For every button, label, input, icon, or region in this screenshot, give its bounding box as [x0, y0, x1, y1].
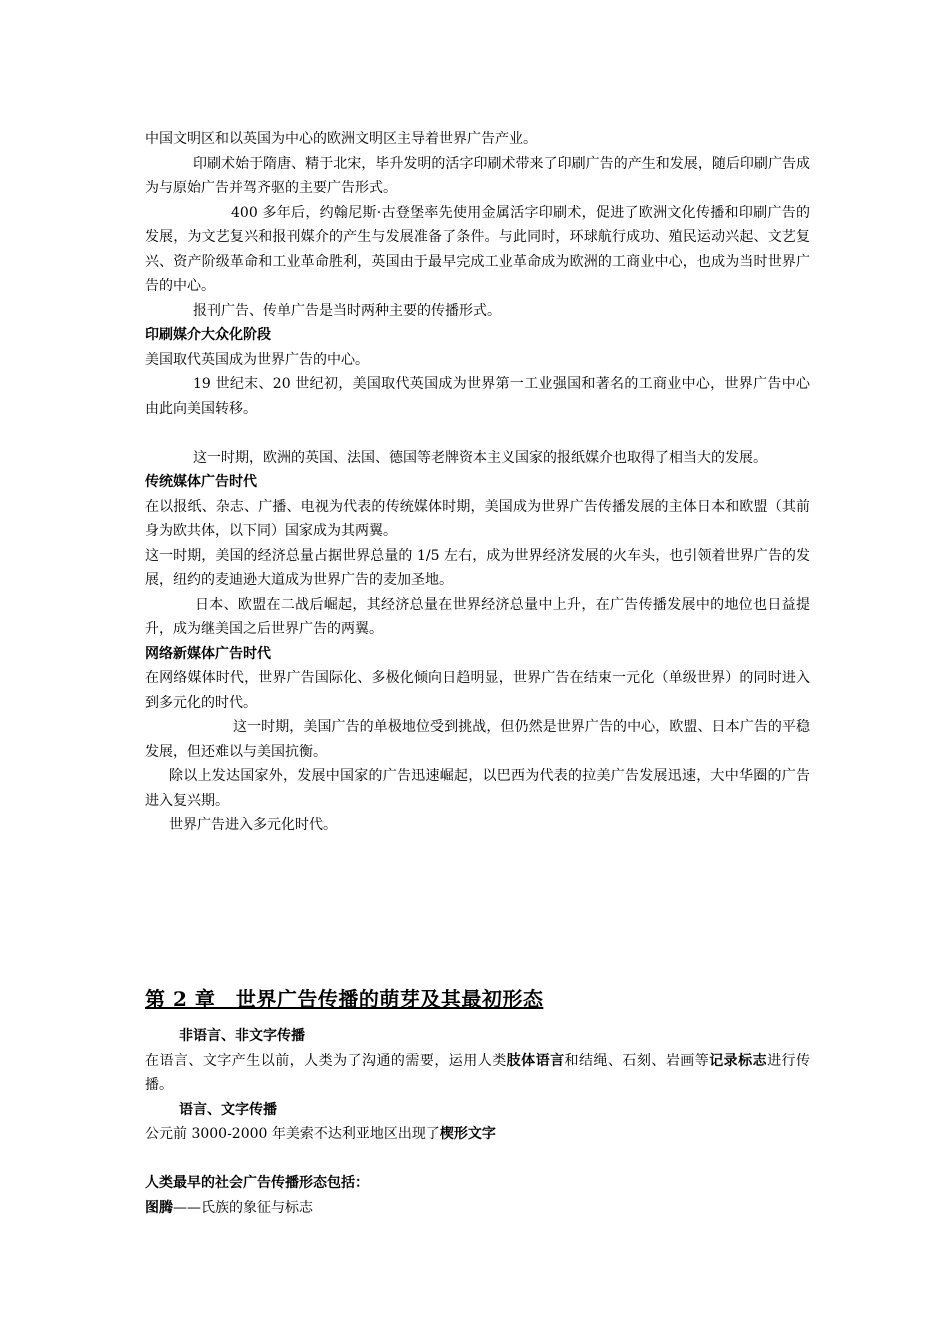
- text-run: ——氏族的象征与标志: [173, 1199, 313, 1216]
- text-run: 和结绳、石刻、岩画等: [564, 1052, 710, 1069]
- section-heading: 网络新媒体广告时代: [145, 645, 271, 662]
- paragraph: 世界广告进入多元化时代。: [169, 817, 337, 833]
- paragraph: 这一时期，美国的经济总量占据世界总量的 1/5 左右，成为世界经济发展的火车头，也引领着世界广告的发展，纽约的麦迪逊大道成为世界广告的麦加圣地。: [145, 547, 810, 588]
- section-heading: 传统媒体广告时代: [145, 474, 257, 490]
- subsection-heading: 语言、文字传播: [179, 1101, 277, 1118]
- paragraph: 这一时期，欧洲的英国、法国、德国等老牌资本主义国家的报纸媒介也取得了相当大的发展。: [193, 449, 767, 466]
- chapter-body: [145, 1024, 810, 1220]
- paragraph: 中国文明区和以英国为中心的欧洲文明区主导着世界广告产业。: [145, 131, 537, 147]
- paragraph: [145, 1122, 810, 1147]
- paragraph: 19 世纪末、20 世纪初，美国取代英国成为世界第一工业强国和著名的工商业中心，世界广告中心由此向美国转移。: [145, 376, 810, 417]
- section-heading: 人类最早的社会广告传播形态包括：: [145, 1175, 369, 1191]
- paragraph: 这一时期，美国广告的单极地位受到挑战，但仍然是世界广告的中心，欧盟、日本广告的平稳发展，但还难以与美国抗衡。: [145, 719, 810, 760]
- blank-line: [145, 421, 810, 446]
- blank-line: [145, 1147, 810, 1172]
- paragraph: 日本、欧盟在二战后崛起，其经济总量在世界经济总量中上升，在广告传播发展中的地位也日益提升，成为继美国之后世界广告的两翼。: [145, 596, 810, 637]
- subsection-heading: 非语言、非文字传播: [179, 1028, 305, 1044]
- text-run: 在语言、文字产生以前，人类为了沟通的需要，运用人类: [145, 1052, 507, 1069]
- chapter-title: 第 2 章 世界广告传播的萌芽及其最初形态: [145, 987, 544, 1011]
- paragraph: 400 多年后，约翰尼斯·古登堡率先使用金属活字印刷术，促进了欧洲文化传播和印刷广告的发展，为文艺复兴和报刊媒介的产生与发展准备了条件。与此同时，环球航行成功、殖民运动兴起、文艺复兴、资产阶级革命和工业革命胜利，英国由于最早完成工业革命成为欧洲的工商业中心，也成为当时世界广告的中心。: [145, 204, 810, 294]
- bold-term: 楔形文字: [439, 1126, 496, 1142]
- bold-term: 图腾: [145, 1199, 173, 1216]
- paragraph: 报刊广告、传单广告是当时两种主要的传播形式。: [193, 302, 501, 319]
- paragraph: [145, 1049, 810, 1098]
- paragraph: 美国取代英国成为世界广告的中心。: [145, 351, 369, 368]
- paragraph: 在网络媒体时代，世界广告国际化、多极化倾向日趋明显，世界广告在结束一元化（单级世界）的同时进入到多元化的时代。: [145, 670, 810, 711]
- bold-term: 记录标志: [709, 1052, 768, 1069]
- text-run: 公元前 3000-2000 年美索不达利亚地区出现了: [145, 1126, 440, 1142]
- paragraph: [145, 1196, 810, 1221]
- paragraph: 除以上发达国家外，发展中国家的广告迅速崛起，以巴西为代表的拉美广告发展迅速，大中华圈的广告进入复兴期。: [145, 768, 810, 809]
- bold-term: 肢体语言: [506, 1052, 565, 1069]
- paragraph: 在以报纸、杂志、广播、电视为代表的传统媒体时期，美国成为世界广告传播发展的主体日本和欧盟（其前身为欧共体，以下同）国家成为其两翼。: [145, 498, 810, 539]
- section-heading: 印刷媒介大众化阶段: [145, 327, 271, 343]
- text-run: 进行传播。: [145, 1052, 811, 1093]
- paragraph: 印刷术始于隋唐、精于北宋，毕升发明的活字印刷术带来了印刷广告的产生和发展，随后印刷广告成为与原始广告并驾齐驱的主要广告形式。: [145, 155, 810, 196]
- document-body: [145, 127, 810, 838]
